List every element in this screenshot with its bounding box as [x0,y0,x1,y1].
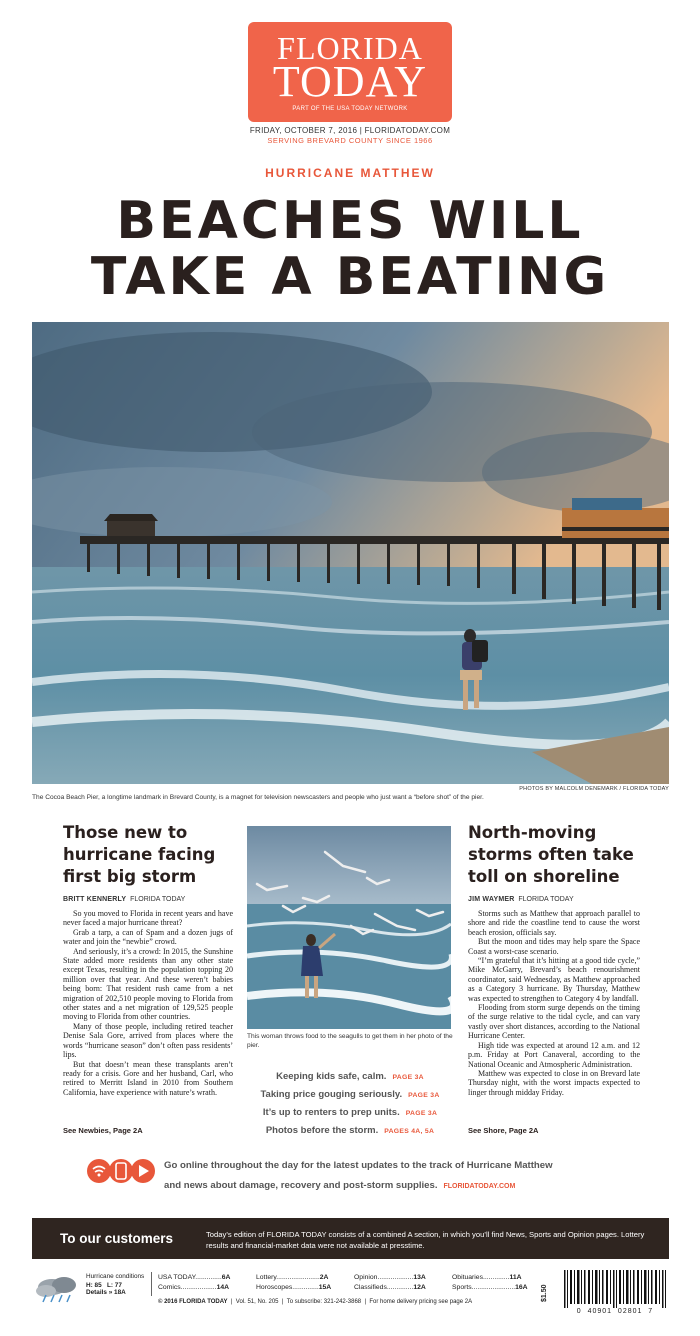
index-page: 6A [221,1274,231,1281]
seagull-photo [247,826,451,1029]
paragraph: But that doesn’t mean these transplants aren’t ready for a crisis. Gore and her husband, Carl, who retired to Merritt Island in 2010 from Southern California, have experience with nature’s wrath. [63,1059,233,1097]
index-col-3 [354,1273,434,1292]
barcode-digits: 0 40901 02801 7 [576,1308,654,1315]
price: $1.50 [541,1284,548,1302]
price-box [541,1280,553,1304]
serving-line: SERVING BREVARD COUNTY SINCE 1966 [267,136,433,145]
paragraph: And seriously, it’s a crowd: In 2015, the Sunshine State added more residents than any other state except Texas, resulting in the population topping 20 million over that year. And these weren’t babies being born: That resident rush came from a net migration of 202,510 people moving to Florida from other states and a net migration of 129,525 people moving to Florida from other countries. [63,946,233,1022]
weather-temps [86,1282,146,1290]
paragraph: “I’m grateful that it’s hitting at a good tide cycle,” Mike McGarry, Brevard’s beach renourishment coordinator, said Wednesday, as Matthew approached as a Category 3 hurricane. By Thursday, Matthew was expected to strengthen to Category 4 by landfall. [468,956,640,1003]
right-story-headline[interactable]: North-moving storms often take toll on shoreline [468,823,634,886]
index-entry[interactable]: Classifieds..............12A [354,1283,426,1291]
main-photo-pier [32,322,669,784]
index-page: 14A [216,1283,230,1291]
left-story-jump-link[interactable]: See Newbies, Page 2A [63,1126,143,1135]
index-name: Opinion [354,1274,378,1281]
index-page: 2A [319,1274,329,1281]
right-story-jump-link[interactable]: See Shore, Page 2A [468,1126,539,1135]
index-page: 15A [318,1283,332,1291]
left-story-byline [63,896,233,903]
main-photo-caption: The Cocoa Beach Pier, a longtime landmark in Brevard County, is a magnet for television newscasters and people who just want a “before shot” of the pier. [32,794,484,801]
barcode-bars [562,1270,668,1308]
headline-line-2: TAKE A BEATING [90,247,610,307]
media-icons-svg [86,1158,156,1184]
weather-label: Hurricane conditions [86,1273,145,1280]
online-line-2-text: and news about damage, recovery and post-storm supplies. [164,1180,438,1191]
weather-low: L: 77 [106,1281,122,1289]
index-entry[interactable]: Opinion...................13A [354,1274,426,1281]
teaser-page: PAGE 3A [405,1110,438,1117]
paragraph: High tide was expected at around 12 a.m. and 12 p.m. Friday at Port Canaveral, according to the National Oceanic and Atmospheric Administration. [468,1040,640,1069]
teaser-text: Taking price gouging seriously. [260,1089,403,1100]
index-entry[interactable]: Obituaries..............11A [452,1274,522,1281]
logo-line-2: TODAY [272,57,428,106]
teaser-renters[interactable] [225,1107,475,1118]
index-col-2 [256,1273,336,1292]
paragraph: Matthew was expected to close in on Brevard late Thursday night, with the worst impacts expected to linger through midday Friday. [468,1068,640,1097]
paragraph: Grab a tarp, a can of Spam and a dozen jugs of water and join the “newbie” crowd. [63,927,233,947]
online-line-2 [164,1176,634,1197]
barcode [562,1270,668,1320]
dateline: FRIDAY, OCTOBER 7, 2016 | FLORIDATODAY.COM [249,126,451,135]
teaser-text: Photos before the storm. [265,1125,379,1136]
weather-high: H: 85 [86,1281,102,1289]
volume: Vol. 51, No. 205 [235,1299,279,1305]
paragraph: Many of those people, including retired teacher Denise Sala Gore, arrived from places where the words “hurricane season” don’t often pass residents’ lips. [63,1021,233,1060]
weather-icon [32,1275,82,1303]
paragraph: So you moved to Florida in recent years and have never faced a major hurricane threat? [63,909,233,928]
index-page: 13A [413,1274,426,1281]
seagull-caption: This woman throws food to the seagulls to get them in her photo of the pier. [247,1033,453,1049]
logo-line-1: FLORIDA [277,30,423,66]
byline-org: FLORIDA TODAY [518,896,574,903]
customer-notice-message: Today’s edition of FLORIDA TODAY consists of a combined A section, in which you’ll find News, Sports and Opinion pages. Lottery results and financial-market data were not available at presstime. [206,1230,645,1250]
byline-org: FLORIDA TODAY [130,896,186,903]
index-entry[interactable]: Comics...................14A [158,1283,230,1291]
index-name: Sports [452,1283,472,1291]
index-name: Obituaries [452,1274,483,1281]
masthead-logo[interactable] [248,22,452,122]
index-name: Horoscopes [256,1283,293,1291]
section-kicker: HURRICANE MATTHEW [265,166,435,180]
teaser-text: It’s up to renters to prep units. [262,1107,400,1118]
customer-notice [32,1218,669,1259]
online-promo [164,1156,634,1197]
online-line-1: Go online throughout the day for the latest updates to the track of Hurricane Matthew [164,1160,553,1171]
teaser-price-gouging[interactable] [225,1089,475,1100]
index-name: Comics [158,1283,181,1291]
byline-name: JIM WAYMER [468,896,515,903]
index-name: Lottery [256,1274,277,1281]
index-entry[interactable]: Lottery.......................2A [256,1274,329,1281]
photo-credit: PHOTOS BY MALCOLM DENEMARK / FLORIDA TODAY [519,786,669,792]
seagull-illustration [247,826,451,1029]
weather-details: Details » 18A [86,1289,126,1296]
media-icons[interactable] [86,1158,156,1184]
right-story-body [468,909,640,1097]
teaser-kids-safe[interactable] [225,1071,475,1082]
left-story [63,822,233,1097]
paragraph: Storms such as Matthew that approach parallel to shore and ride the coastline tend to cause the worst beach erosion, officials say. [468,909,640,937]
weather-box[interactable] [86,1273,146,1297]
teaser-page: PAGES 4A, 5A [384,1128,435,1135]
pier-illustration [32,322,669,784]
left-story-headline[interactable]: Those new to hurricane facing first big storm [63,823,216,886]
headline-line-1: BEACHES WILL [116,191,584,251]
index-entry[interactable]: Sports.......................16A [452,1283,528,1291]
website-link[interactable]: FLORIDATODAY.COM [443,1183,516,1190]
byline-name: BRITT KENNERLY [63,896,127,903]
index-name: USA TODAY [158,1274,196,1281]
index-entry[interactable]: Horoscopes..............15A [256,1283,332,1291]
index-col-4 [452,1273,532,1292]
right-story [468,822,640,1097]
customer-notice-title: To our customers [60,1231,174,1246]
left-story-body [63,909,233,1097]
index-page: 12A [413,1283,426,1291]
teaser-photos-before[interactable] [225,1125,475,1136]
index-col-1 [158,1273,238,1292]
right-story-byline [468,896,640,903]
subscribe-info[interactable]: To subscribe: 321-242-3868 [286,1299,362,1305]
index-page: 11A [509,1274,522,1281]
page-headline [0,193,700,305]
paragraph: But the moon and tides may help spare the Space Coast a worst-case scenario. [468,937,640,956]
index-name: Classifieds [354,1283,387,1291]
index-entry[interactable]: USA TODAY..............6A [158,1274,231,1281]
index-page: 16A [515,1283,528,1291]
copyright: © 2016 FLORIDA TODAY [158,1299,228,1305]
teaser-text: Keeping kids safe, calm. [276,1071,387,1082]
divider [151,1272,152,1296]
storm-cloud-svg [32,1275,82,1303]
paragraph: Flooding from storm surge depends on the timing of the surge relative to the tidal cycle, and can vary vastly over short distances, according to the National Hurricane Center. [468,1003,640,1041]
teaser-page: PAGE 3A [392,1074,424,1081]
teaser-page: PAGE 3A [408,1092,440,1099]
logo-network: PART OF THE USA TODAY NETWORK [292,106,408,112]
delivery-info: For home delivery pricing see page 2A [369,1299,473,1305]
footer-info: © 2016 FLORIDA TODAY | Vol. 51, No. 205 | To subscribe: 321-242-3868 | For home delivery pricing see page 2A [158,1299,473,1305]
